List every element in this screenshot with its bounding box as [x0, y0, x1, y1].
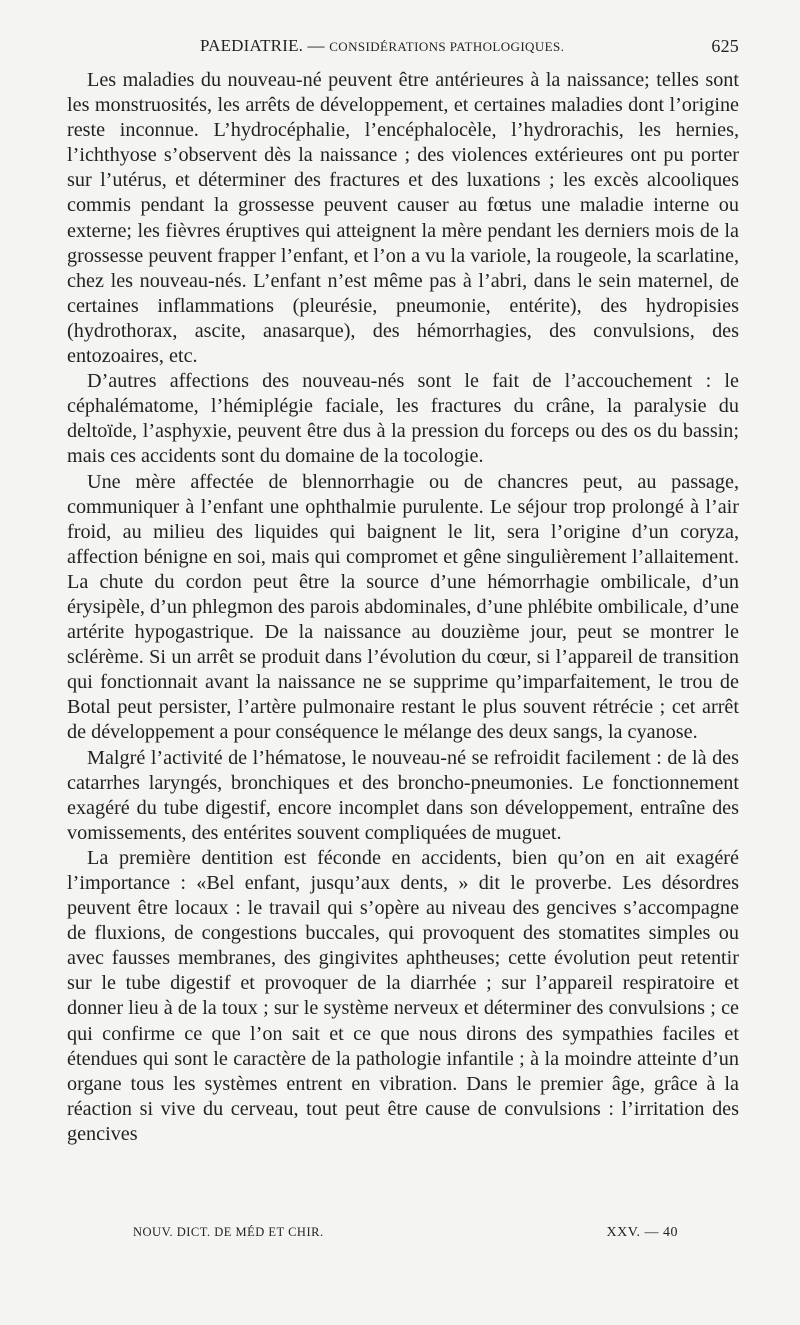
body-text [67, 68, 739, 1147]
paragraph-5: La première dentition est féconde en accidents, bien qu’on en ait exagéré l’importance : «Bel enfant, jusqu’aux dents, » dit le proverbe. Les désordres peuvent être locaux : le travail qui s’opère au niveau des gencives s’accompagne de fluxions, de congestions buccales, qui provoquent des stomatites simples ou avec fausses membranes, des gingivites aphtheuses; cette évolution peut retentir sur le tube digestif et provoquer de la diarrhée ; sur l’appareil respiratoire et donner lieu à de la toux ; sur le système nerveux et déterminer des convulsions ; ce qui confirme ce que l’on sait et ce que nous dirons des sympathies faciles et étendues qui sont le caractère de la pathologie infantile ; à la moindre atteinte d’un organe tous les systèmes entrent en vibration. Dans le premier âge, grâce à la réaction si vive du cerveau, tout peut être cause de convulsions : l’irritation des gencives [67, 846, 739, 1145]
footer-publication: NOUV. DICT. DE MÉD ET CHIR. [133, 1225, 324, 1239]
running-head [67, 34, 739, 60]
paragraph-4: Malgré l’activité de l’hématose, le nouveau-né se refroidit facilement : de là des catarrhes laryngés, bronchiques et des broncho-pneumonies. Le fonctionnement exagéré du tube digestif, encore incomplet dans son développement, entraîne des vomissements, des entérites souvent compliquées de muguet. [67, 746, 739, 844]
signature-footer [133, 1225, 678, 1245]
page-number: 625 [711, 36, 739, 56]
running-title-main: PAEDIATRIE. [200, 36, 304, 55]
running-title-dash: — [303, 36, 330, 55]
paragraph-3: Une mère affectée de blennorrhagie ou de chancres peut, au passage, communiquer à l’enfant une ophthalmie purulente. Le séjour trop prolongé à l’air froid, au milieu des liquides qui baignent le lit, sera l’origine d’un coryza, affection bénigne en soi, mais qui compromet et gêne singulièrement l’allaitement. La chute du cordon peut être la source d’une hémorrhagie ombilicale, d’un érysipèle, d’un phlegmon des parois abdominales, d’une phlébite ombilicale, d’une artérite hypogastrique. De la naissance au douzième jour, peut se montrer le sclérème. Si un arrêt se produit dans l’évolution du cœur, si l’appareil de transition qui fonctionnait avant la naissance ne se supprime qu’imparfaitement, le trou de Botal peut persister, l’artère pulmonaire restant le plus souvent rétrécie ; cet arrêt de développement a pour conséquence le mélange des deux sangs, la cyanose. [67, 470, 739, 744]
running-title-section: CONSIDÉRATIONS PATHOLOGIQUES. [329, 39, 565, 54]
footer-signature: XXV. — 40 [606, 1225, 678, 1240]
running-title [200, 36, 564, 56]
page [67, 34, 739, 1147]
paragraph-2: D’autres affections des nouveau-nés sont le fait de l’accouchement : le céphalématome, l’hémiplégie faciale, les fractures du crâne, la paralysie du deltoïde, l’asphyxie, peuvent être dus à la pression du forceps ou des os du bassin; mais ces accidents sont du domaine de la tocologie. [67, 370, 739, 468]
paragraph-1: Les maladies du nouveau-né peuvent être antérieures à la naissance; telles sont les monstruosités, les arrêts de développement, et certaines maladies dont l’origine reste inconnue. L’hydrocéphalie, l’encéphalocèle, l’hydrorachis, les hernies, l’ichthyose s’observent dès la naissance ; des violences extérieures ont pu porter sur l’utérus, et déterminer des fractures et des luxations ; les excès alcooliques commis pendant la grossesse peuvent causer au fœtus une maladie interne ou externe; les fièvres éruptives qui atteignent la mère pendant les derniers mois de la grossesse peuvent frapper l’enfant, et l’on a vu la variole, la rougeole, la scarlatine, chez les nouveau-nés. L’enfant n’est même pas à l’abri, dans le sein maternel, de certaines inflammations (pleurésie, pneumonie, entérite), des hydropisies (hydrothorax, ascite, anasarque), des hémorrhagies, des convulsions, des entozoaires, etc. [67, 69, 739, 368]
